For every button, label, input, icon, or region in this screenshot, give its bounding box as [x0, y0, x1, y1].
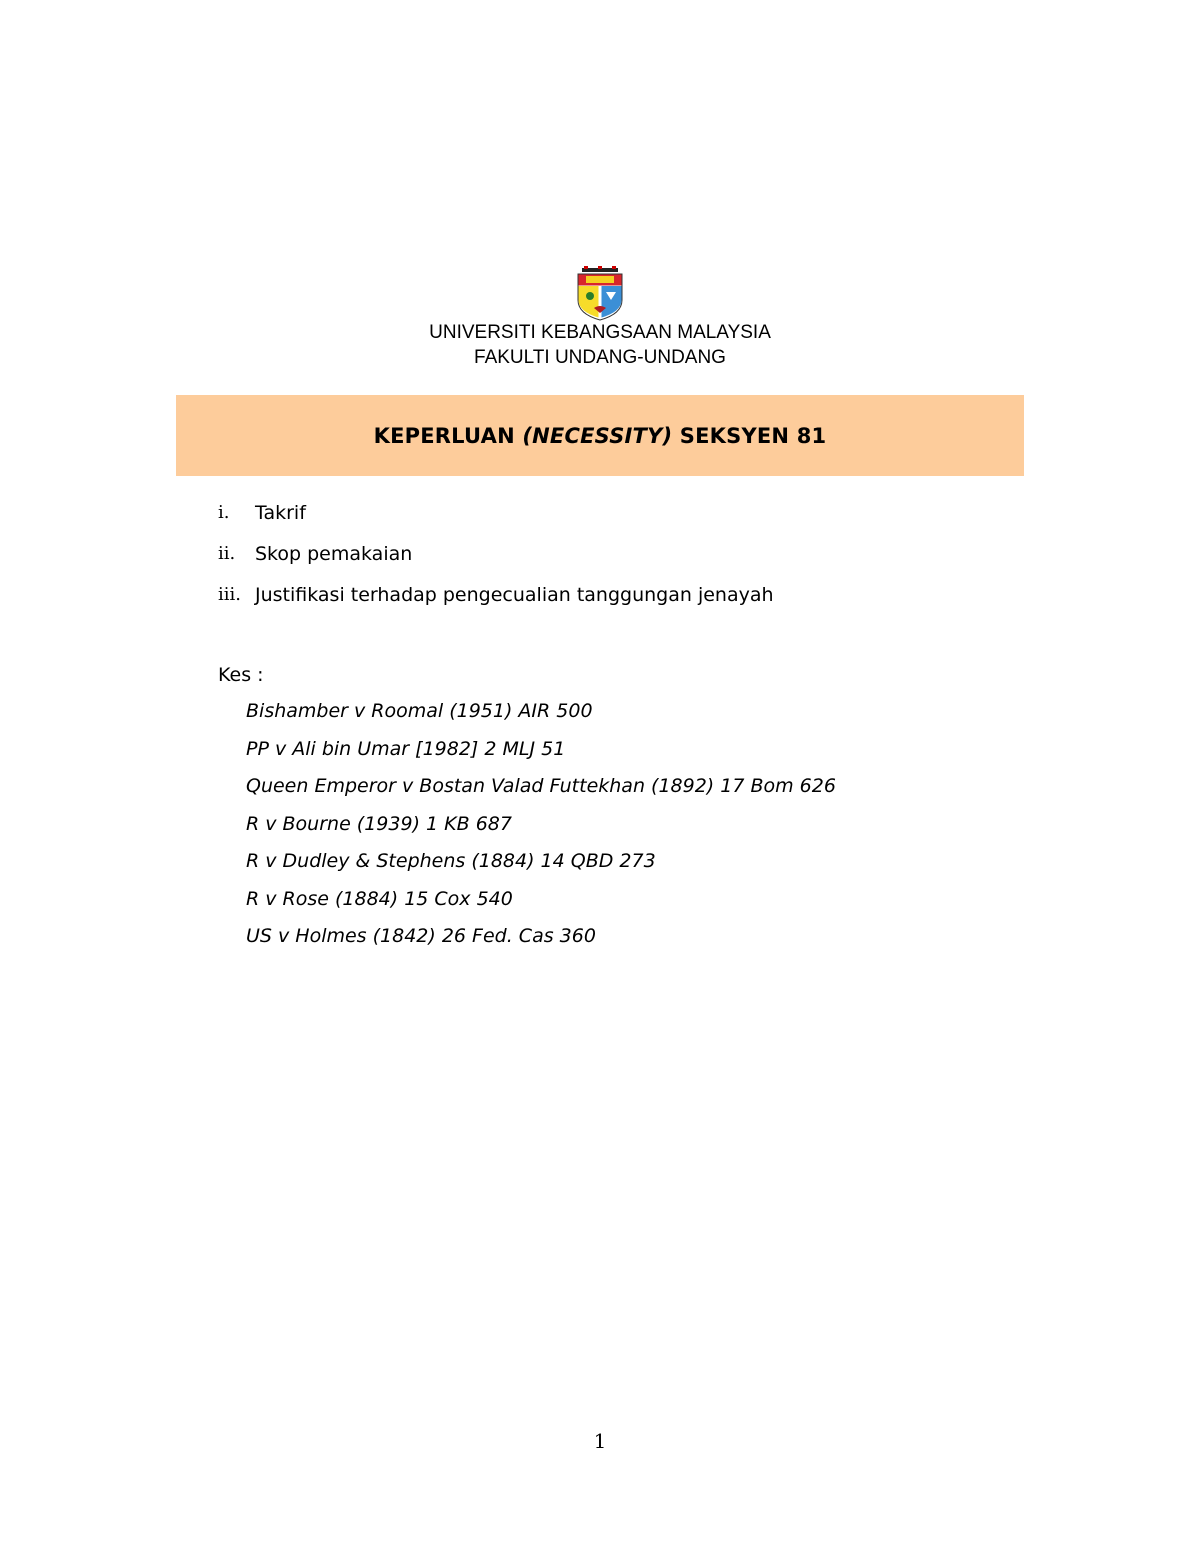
case-item: R v Bourne (1939) 1 KB 687	[246, 812, 512, 835]
case-item: US v Holmes (1842) 26 Fed. Cas 360	[246, 925, 596, 947]
faculty-name: FAKULTI UNDANG-UNDANG	[474, 347, 726, 368]
case-item: PP v Ali bin Umar [1982] 2 MLJ 51	[246, 737, 566, 760]
list-item	[218, 582, 774, 623]
case-item: R v Dudley & Stephens (1884) 14 QBD 273	[246, 850, 656, 872]
title-banner	[176, 395, 1024, 476]
title-italic: (NECESSITY)	[522, 423, 673, 448]
document-title	[374, 424, 827, 448]
case-item: Queen Emperor v Bostan Valad Futtekhan (1892) 17 Bom 626	[246, 775, 836, 797]
topic-label: Justifikasi terhadap pengecualian tanggungan jenayah	[255, 584, 774, 606]
case-list	[246, 698, 836, 961]
topic-label: Takrif	[255, 502, 306, 524]
university-name: UNIVERSITI KEBANGSAAN MALAYSIA	[429, 322, 771, 343]
topic-number: i.	[218, 502, 230, 523]
title-suffix: SEKSYEN 81	[672, 423, 827, 448]
topic-number: iii.	[218, 584, 241, 605]
case-item: R v Rose (1884) 15 Cox 540	[246, 887, 513, 910]
cases-heading: Kes :	[218, 664, 264, 686]
topic-number: ii.	[218, 543, 236, 564]
ukm-crest-icon	[572, 266, 628, 322]
topic-list	[218, 500, 774, 623]
topic-label: Skop pemakaian	[255, 543, 413, 565]
title-prefix: KEPERLUAN	[373, 423, 523, 448]
institution-header	[0, 320, 1200, 370]
list-item	[218, 500, 774, 541]
page-number: 1	[593, 1429, 607, 1453]
case-item: Bishamber v Roomal (1951) AIR 500	[246, 700, 593, 722]
list-item	[218, 541, 774, 582]
